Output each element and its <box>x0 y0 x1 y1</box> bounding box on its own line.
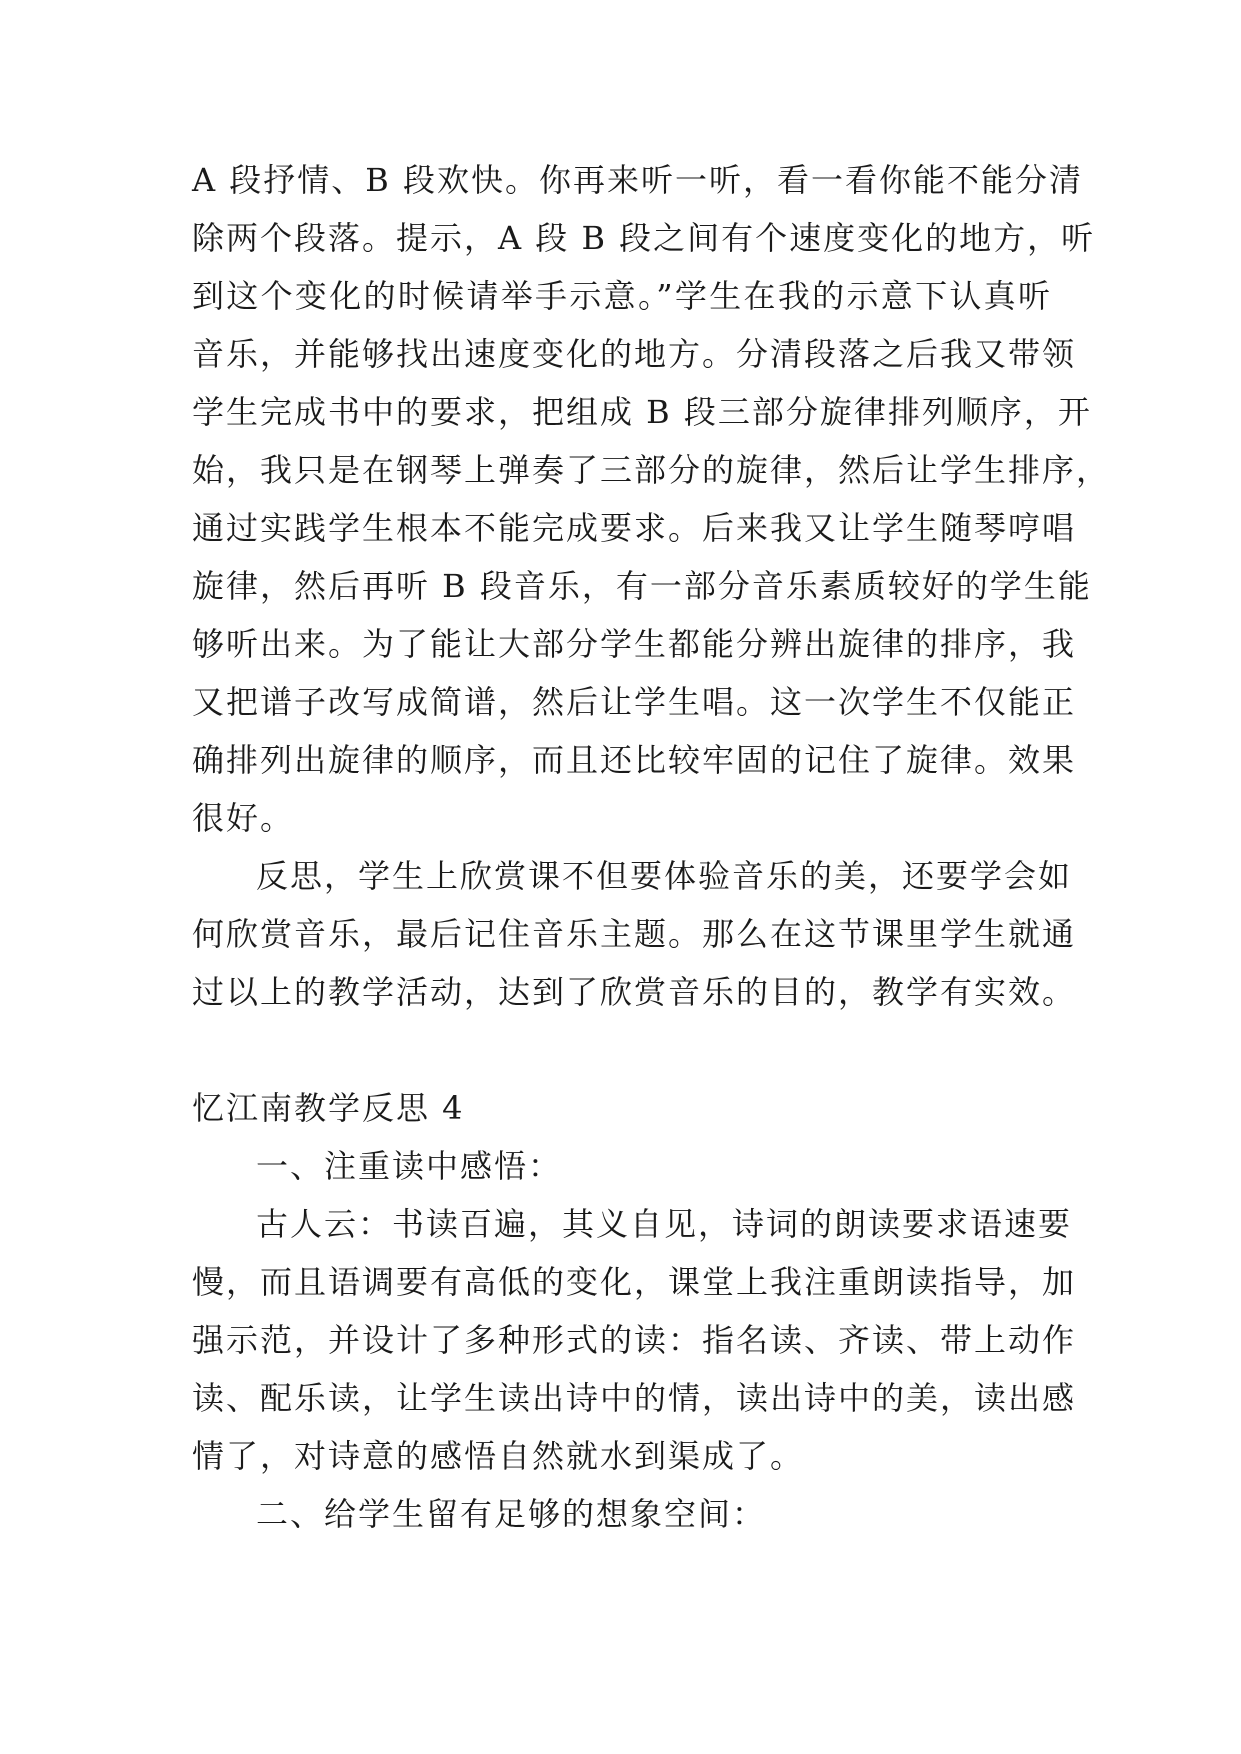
paragraph-1-line-3: 到这个变化的时候请举手示意。”学生在我的示意下认真听 <box>192 277 1052 315</box>
paragraph-1-line-1: A 段抒情、B 段欢快。你再来听一听，看一看你能不能分清 <box>192 161 1083 199</box>
paragraph-3-line-1: 古人云：书读百遍，其义自见，诗词的朗读要求语速要 <box>256 1205 1073 1243</box>
paragraph-3-line-5: 情了，对诗意的感悟自然就水到渠成了。 <box>192 1437 805 1475</box>
paragraph-2-line-1: 反思，学生上欣赏课不但要体验音乐的美，还要学会如 <box>256 857 1073 895</box>
paragraph-1-line-5: 学生完成书中的要求，把组成 B 段三部分旋律排列顺序，开 <box>192 393 1092 431</box>
paragraph-2-line-3: 过以上的教学活动，达到了欣赏音乐的目的，教学有实效。 <box>192 973 1077 1011</box>
point-1-heading: 一、注重读中感悟： <box>256 1147 563 1185</box>
paragraph-1-line-10: 又把谱子改写成简谱，然后让学生唱。这一次学生不仅能正 <box>192 683 1077 721</box>
paragraph-2-line-2: 何欣赏音乐，最后记住音乐主题。那么在这节课里学生就通 <box>192 915 1077 953</box>
paragraph-1-line-2: 除两个段落。提示，A 段 B 段之间有个速度变化的地方，听 <box>192 219 1096 257</box>
paragraph-1-line-11: 确排列出旋律的顺序，而且还比较牢固的记住了旋律。效果 <box>192 741 1077 779</box>
paragraph-1-line-7: 通过实践学生根本不能完成要求。后来我又让学生随琴哼唱 <box>192 509 1077 547</box>
paragraph-3-line-4: 读、配乐读，让学生读出诗中的情，读出诗中的美，读出感 <box>192 1379 1077 1417</box>
paragraph-1-line-8: 旋律，然后再听 B 段音乐，有一部分音乐素质较好的学生能 <box>192 567 1092 605</box>
paragraph-3-line-2: 慢，而且语调要有高低的变化，课堂上我注重朗读指导，加 <box>192 1263 1077 1301</box>
paragraph-3-line-3: 强示范，并设计了多种形式的读：指名读、齐读、带上动作 <box>192 1321 1077 1359</box>
paragraph-1-line-6: 始，我只是在钢琴上弹奏了三部分的旋律，然后让学生排序， <box>192 451 1111 489</box>
paragraph-1-line-9: 够听出来。为了能让大部分学生都能分辨出旋律的排序，我 <box>192 625 1077 663</box>
paragraph-1-line-12: 很好。 <box>192 799 295 837</box>
section-title: 忆江南教学反思 4 <box>192 1089 465 1127</box>
point-2-heading: 二、给学生留有足够的想象空间： <box>256 1495 767 1533</box>
paragraph-1-line-4: 音乐，并能够找出速度变化的地方。分清段落之后我又带领 <box>192 335 1077 373</box>
